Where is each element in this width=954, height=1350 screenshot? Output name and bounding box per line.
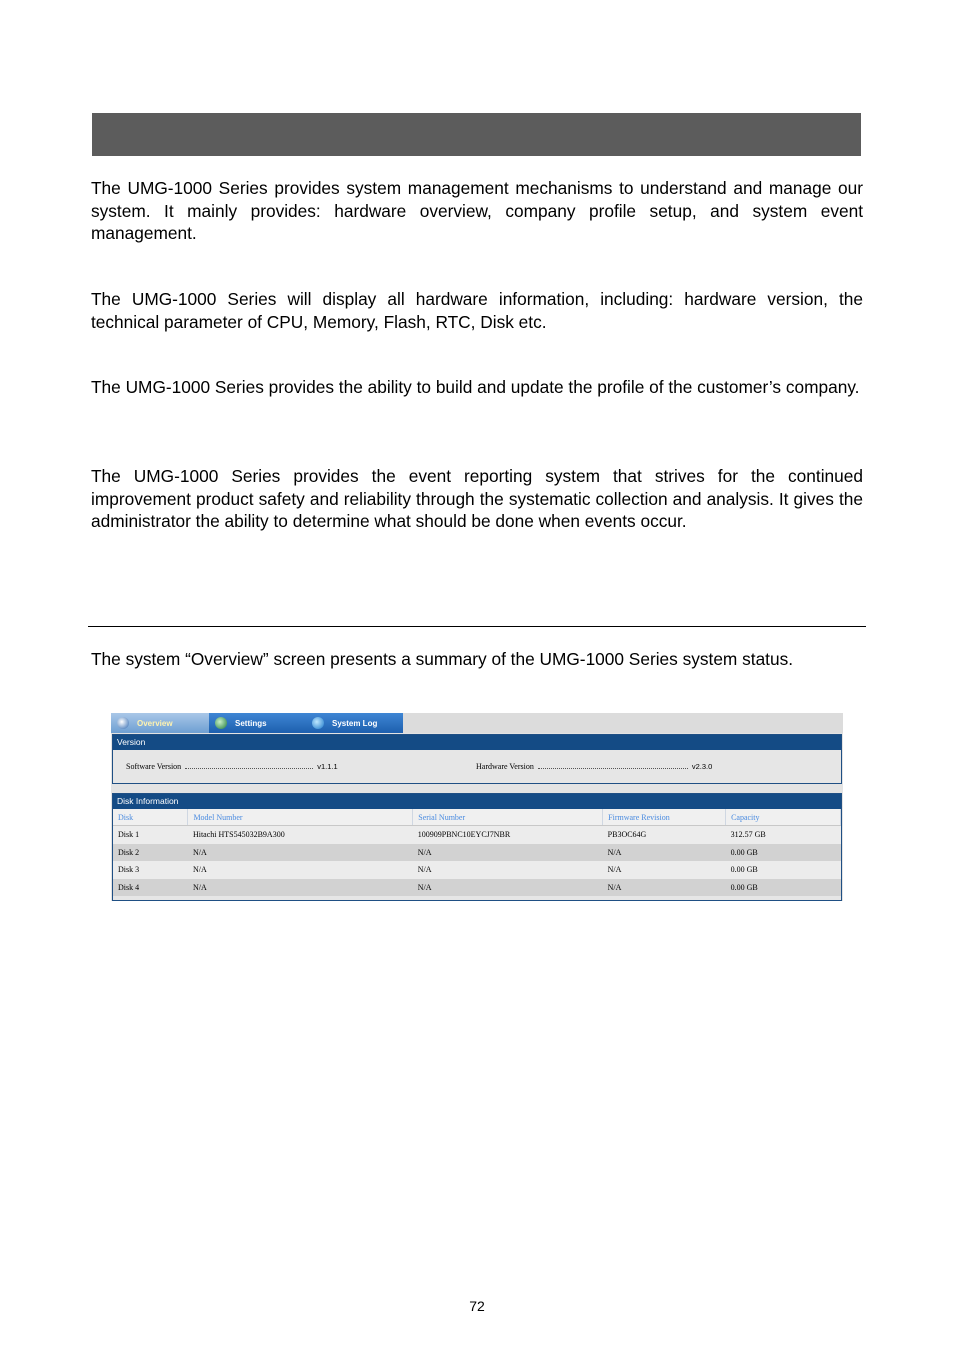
version-panel-title: Version — [113, 735, 841, 750]
table-row — [113, 826, 841, 844]
cell-model: N/A — [188, 861, 413, 879]
cell-serial: N/A — [413, 861, 603, 879]
tab-overview[interactable] — [111, 713, 209, 733]
dotted-leader — [538, 762, 688, 769]
cell-disk: Disk 1 — [113, 826, 188, 844]
cell-model: N/A — [188, 879, 413, 897]
cell-serial: N/A — [413, 879, 603, 897]
overview-screenshot — [111, 713, 843, 901]
table-row — [113, 844, 841, 862]
software-version-row — [126, 762, 338, 771]
events-paragraph: The UMG-1000 Series provides the event reporting system that strives for the continued improvement product safety and reliability through the systematic collection and analysis. It gives the administrator the ability to determine what should be done when events occur. — [91, 466, 863, 531]
cell-capacity: 0.00 GB — [726, 879, 841, 897]
cell-firmware: N/A — [603, 879, 726, 897]
column-header-model-number[interactable]: Model Number — [188, 809, 413, 826]
settings-gears-icon — [215, 717, 227, 729]
tab-system-log-label: System Log — [332, 718, 378, 728]
column-header-serial-number[interactable]: Serial Number — [413, 809, 603, 826]
disk-table-header-row — [113, 809, 841, 826]
company-paragraph: The UMG-1000 Series provides the ability to build and update the profile of the customer’s company. — [91, 377, 860, 397]
cell-serial: 100909PBNC10EYCJ7NBR — [413, 826, 603, 844]
cell-firmware: N/A — [603, 861, 726, 879]
hardware-version-label: Hardware Version — [476, 762, 534, 771]
cell-disk: Disk 3 — [113, 861, 188, 879]
cell-model: Hitachi HTS545032B9A300 — [188, 826, 413, 844]
table-row — [113, 861, 841, 879]
cell-capacity: 312.57 GB — [726, 826, 841, 844]
chapter-header-bar — [92, 113, 861, 156]
tab-overview-label: Overview — [137, 718, 173, 728]
cell-model: N/A — [188, 844, 413, 862]
cell-capacity: 0.00 GB — [726, 844, 841, 862]
disk-panel-title: Disk Information — [113, 794, 841, 809]
section-divider — [88, 626, 866, 627]
tab-settings[interactable] — [209, 713, 306, 733]
hardware-version-value: v2.3.0 — [691, 762, 713, 771]
disk-table — [113, 809, 841, 896]
software-version-label: Software Version — [126, 762, 182, 771]
column-header-disk[interactable]: Disk — [113, 809, 188, 826]
software-version-value: v1.1.1 — [317, 762, 338, 771]
tab-settings-label: Settings — [235, 718, 267, 728]
hardware-paragraph: The UMG-1000 Series will display all hardware information, including: hardware version, the technical parameter of CPU, Memory, Flash, RTC, Disk etc. — [91, 289, 863, 332]
cell-serial: N/A — [413, 844, 603, 862]
column-header-capacity[interactable]: Capacity — [726, 809, 841, 826]
page-number: 72 — [469, 1298, 485, 1314]
overview-paragraph: The system “Overview” screen presents a summary of the UMG-1000 Series system status. — [91, 649, 794, 669]
cell-capacity: 0.00 GB — [726, 861, 841, 879]
system-log-globe-icon — [312, 717, 324, 729]
table-row — [113, 879, 841, 897]
column-header-firmware-revision[interactable]: Firmware Revision — [603, 809, 726, 826]
version-panel — [112, 734, 842, 784]
disk-information-panel — [112, 793, 842, 901]
cell-firmware: PB3OC64G — [603, 826, 726, 844]
tab-bar — [111, 713, 843, 733]
cell-disk: Disk 4 — [113, 879, 188, 897]
dotted-leader — [185, 762, 313, 769]
hardware-version-row — [476, 762, 712, 771]
intro-paragraph: The UMG-1000 Series provides system management mechanisms to understand and manage our system. It mainly provides: hardware overview, company profile setup, and system event management. — [91, 178, 863, 243]
tab-system-log[interactable] — [306, 713, 403, 733]
cell-disk: Disk 2 — [113, 844, 188, 862]
cell-firmware: N/A — [603, 844, 726, 862]
overview-satellite-icon — [117, 717, 129, 729]
